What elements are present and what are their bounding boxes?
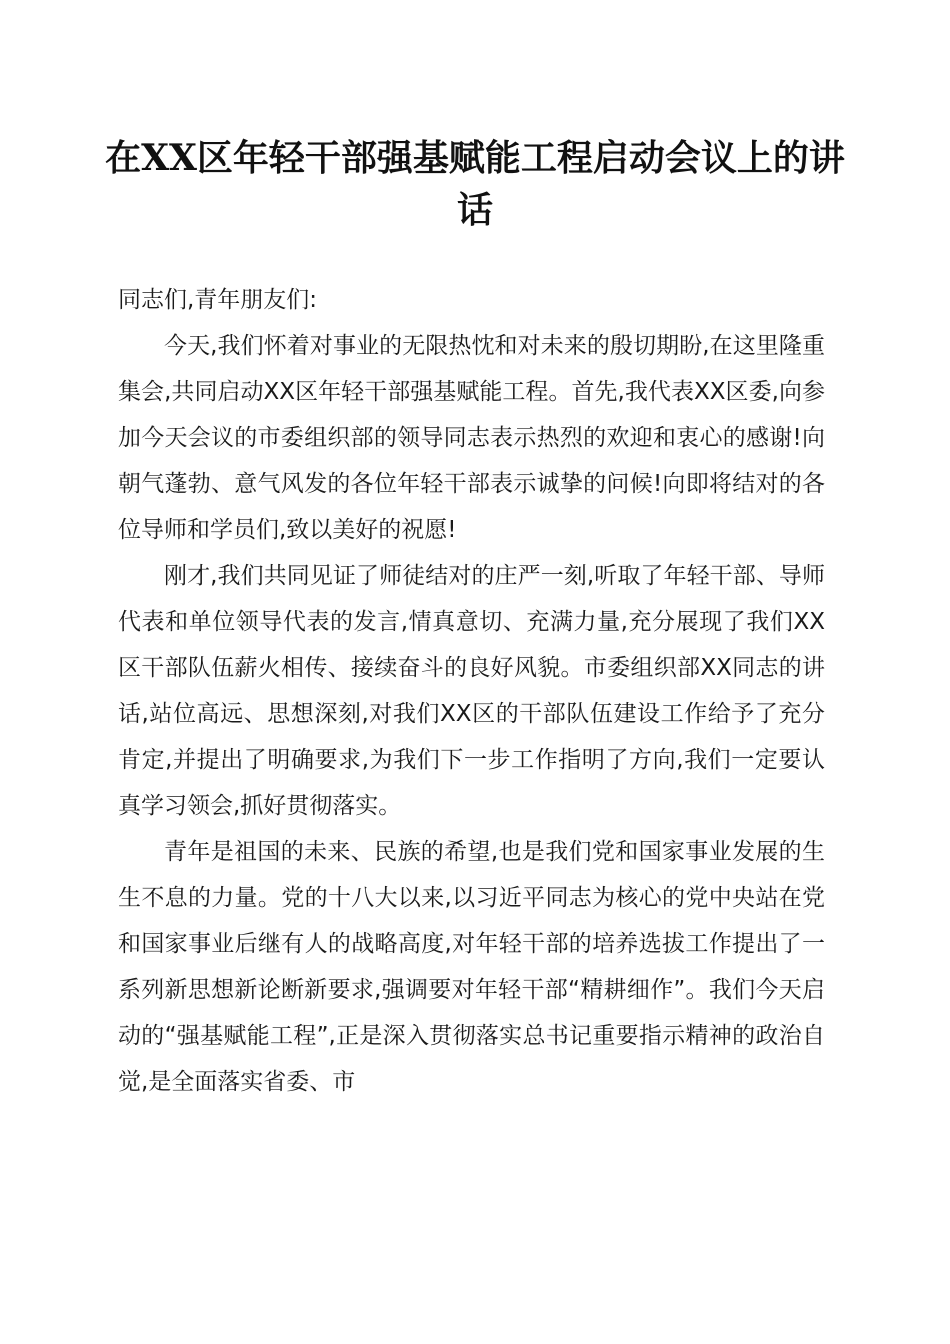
paragraph-review: 刚才,我们共同见证了师徒结对的庄严一刻,听取了年轻干部、导师代表和单位领导代表的发言,情真意切、充满力量,充分展现了我们XX区干部队伍薪火相传、接续奋斗的良好风貌。市委组织部XX同志的讲话,站位高远、思想深刻,对我们XX区的干部队伍建设工作给予了充分肯定,并提出了明确要求,为我们下一步工作指明了方向,我们一定要认真学习领会,抓好贯彻落实。 xyxy=(118,563,825,819)
paragraph-opening: 今天,我们怀着对事业的无限热忱和对未来的殷切期盼,在这里隆重集会,共同启动XX区年轻干部强基赋能工程。首先,我代表XX区委,向参加今天会议的市委组织部的领导同志表示热烈的欢迎和衷心的感谢!向朝气蓬勃、意气风发的各位年轻干部表示诚挚的问候!向即将结对的各位导师和学员们,致以美好的祝愿! xyxy=(118,333,825,543)
paragraph-youth: 青年是祖国的未来、民族的希望,也是我们党和国家事业发展的生生不息的力量。党的十八大以来,以习近平同志为核心的党中央站在党和国家事业后继有人的战略高度,对年轻干部的培养选拔工作提出了一系列新思想新论断新要求,强调要对年轻干部“精耕细作”。我们今天启动的“强基赋能工程”,正是深入贯彻落实总书记重要指示精神的政治自觉,是全面落实省委、市 xyxy=(118,839,825,1095)
document-title: 在XX区年轻干部强基赋能工程启动会议上的讲话 xyxy=(105,137,845,231)
document-body xyxy=(118,277,825,1105)
salutation: 同志们,青年朋友们: xyxy=(118,287,318,313)
